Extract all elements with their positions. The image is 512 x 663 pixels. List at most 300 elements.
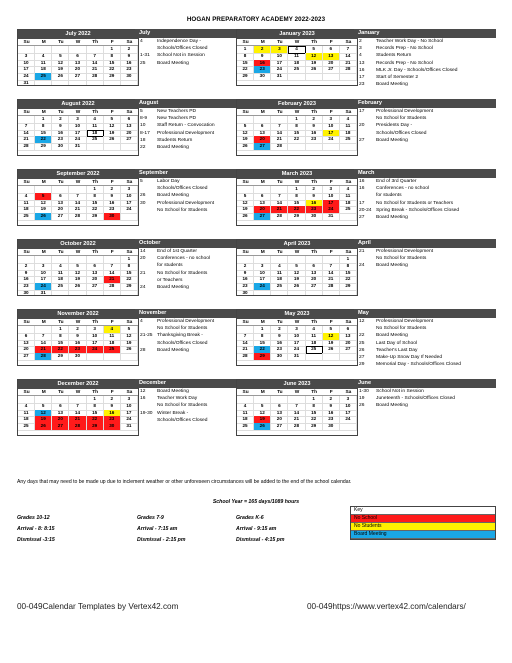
event-row: [356, 108, 496, 115]
day-cell: 14: [271, 200, 288, 208]
day-cell: 8: [237, 53, 254, 61]
event-date: [137, 417, 157, 424]
day-cell: 16: [18, 276, 35, 284]
day-cell: 2: [254, 46, 271, 54]
day-cell: 24: [121, 416, 138, 424]
day-cell: 22: [35, 136, 52, 144]
day-cell: 19: [237, 136, 254, 144]
day-cell: 29: [52, 353, 69, 361]
day-cell: 28: [69, 423, 86, 431]
day-cell: 25: [35, 73, 52, 81]
event-date: [356, 192, 376, 199]
event-text: Board Meeting: [376, 137, 408, 143]
day-cell: 28: [69, 213, 86, 221]
weekday-label: M: [260, 110, 265, 115]
week-row: [237, 270, 357, 277]
weekday-label: Th: [311, 110, 318, 115]
day-cell: 27: [52, 213, 69, 221]
event-date: 19: [359, 396, 365, 402]
day-cell: 10: [323, 193, 340, 201]
events-title: May: [354, 309, 496, 318]
day-cell: 8: [35, 123, 52, 131]
event-row: [356, 361, 496, 368]
weekday-label: M: [41, 250, 46, 255]
day-cell: 3: [121, 396, 138, 404]
event-text: Schools/Offices Closed: [157, 186, 208, 192]
day-cell: 21: [87, 66, 104, 74]
day-cell: [87, 143, 104, 151]
month-title: July 2022: [18, 30, 138, 39]
day-cell: 6: [306, 263, 323, 271]
day-cell: 14: [69, 410, 86, 418]
day-cell: 22: [288, 206, 305, 214]
day-cell: 9: [254, 53, 271, 61]
week-row: [237, 423, 357, 430]
event-text: No School for Students: [376, 326, 427, 332]
weekday-label: W: [75, 390, 81, 395]
day-cell: 13: [121, 123, 138, 131]
day-cell: 28: [271, 143, 288, 151]
weekday-header: [237, 389, 357, 396]
day-cell: 27: [87, 283, 104, 291]
event-row: [356, 395, 496, 402]
schedule-grades-7-9: [137, 513, 185, 546]
day-cell: 19: [35, 206, 52, 214]
day-cell: 5: [69, 263, 86, 271]
month-events: [356, 379, 496, 436]
event-row: [356, 52, 496, 59]
weekday-label: Tu: [277, 390, 283, 395]
day-cell: 29: [104, 73, 121, 81]
day-cell: 18: [340, 200, 357, 208]
day-cell: 30: [254, 73, 271, 81]
day-cell: 6: [323, 46, 340, 54]
weekday-label: M: [260, 390, 265, 395]
week-row: [18, 333, 138, 340]
month-calendar: [236, 29, 358, 86]
schedule-dismissal: Dismissal -3:15: [17, 537, 55, 543]
day-cell: 11: [340, 123, 357, 131]
day-cell: 20: [254, 206, 271, 214]
day-cell: 3: [87, 326, 104, 334]
day-cell: 13: [323, 53, 340, 61]
day-cell: 26: [288, 283, 305, 291]
event-row: [356, 67, 496, 74]
day-cell: 5: [288, 263, 305, 271]
day-cell: 31: [35, 290, 52, 296]
weekday-label: Sa: [126, 110, 133, 115]
event-text: Schools/Offices Closed: [157, 417, 208, 423]
week-row: [237, 136, 357, 143]
day-cell: [323, 290, 340, 296]
event-date: 16: [140, 396, 146, 402]
day-cell: 7: [104, 263, 121, 271]
week-row: [18, 73, 138, 80]
day-cell: 12: [69, 270, 86, 278]
makeup-note: Any days that may need to be made up due to inclement weather or other unforeseen circumstances will be added to the end of the school calendar.: [17, 479, 352, 485]
month-title: March 2023: [237, 170, 357, 179]
weekday-label: F: [329, 250, 333, 255]
weekday-label: W: [294, 180, 300, 185]
event-date: 5: [140, 109, 143, 114]
day-cell: [121, 143, 138, 151]
day-cell: 10: [87, 333, 104, 341]
events-title: March: [354, 169, 496, 178]
week-row: [237, 346, 357, 353]
day-cell: 4: [18, 403, 35, 411]
events-column-2: [356, 29, 496, 449]
day-cell: 21: [323, 276, 340, 284]
event-text: Board Meeting: [376, 215, 408, 221]
day-cell: 12: [288, 270, 305, 278]
weekday-label: Su: [242, 110, 249, 115]
event-row: [356, 81, 496, 88]
week-row: [18, 340, 138, 347]
day-cell: 16: [237, 276, 254, 284]
day-cell: 2: [237, 263, 254, 271]
weekday-label: Sa: [126, 320, 133, 325]
week-row: [237, 263, 357, 270]
day-cell: 7: [237, 333, 254, 341]
week-row: [237, 416, 357, 423]
event-date: 28: [140, 347, 146, 353]
month-calendar: [17, 99, 139, 156]
day-cell: [323, 353, 340, 361]
event-text: Professional Development: [157, 319, 215, 324]
day-cell: 9: [237, 270, 254, 278]
day-cell: [323, 143, 340, 151]
event-date: 21: [359, 249, 365, 254]
event-row: [356, 262, 496, 269]
weekday-label: Su: [242, 40, 249, 45]
day-cell: 25: [104, 346, 121, 354]
day-cell: 26: [52, 73, 69, 81]
month-calendar: [17, 309, 139, 366]
day-cell: 12: [52, 60, 69, 68]
day-cell: 15: [35, 130, 52, 138]
week-row: [237, 283, 357, 290]
day-cell: [340, 423, 357, 431]
event-text: Make-Up Snow Day If Needed: [376, 355, 443, 361]
day-cell: 5: [306, 46, 323, 54]
day-cell: 6: [52, 403, 69, 411]
week-row: [237, 116, 357, 123]
day-cell: 24: [35, 283, 52, 291]
day-cell: 6: [69, 53, 86, 61]
events-title: April: [354, 239, 496, 248]
day-cell: 17: [254, 276, 271, 284]
weekday-label: Th: [92, 110, 99, 115]
day-cell: 2: [104, 186, 121, 194]
day-cell: 14: [237, 340, 254, 348]
event-date: 23: [359, 82, 365, 88]
event-text: Records Prep - No School: [376, 60, 433, 66]
day-cell: 19: [306, 60, 323, 68]
day-cell: 26: [323, 346, 340, 354]
day-cell: 14: [271, 130, 288, 138]
event-text: Board Meeting: [157, 285, 189, 291]
week-row: [18, 60, 138, 67]
week-row: [237, 396, 357, 403]
event-date: [137, 262, 157, 269]
week-row: [18, 80, 138, 86]
day-cell: 15: [288, 130, 305, 138]
week-row: [18, 416, 138, 423]
day-cell: 30: [237, 290, 254, 296]
day-cell: 30: [323, 423, 340, 431]
day-cell: 14: [87, 60, 104, 68]
event-date: [137, 277, 157, 284]
day-cell: 16: [121, 60, 138, 68]
day-cell: 25: [271, 283, 288, 291]
day-cell: 23: [52, 136, 69, 144]
day-cell: 1: [237, 46, 254, 54]
day-cell: [121, 290, 138, 296]
event-date: 26: [359, 347, 365, 353]
week-row: [18, 206, 138, 213]
event-text: Board Meeting: [157, 145, 189, 151]
week-row: [18, 396, 138, 403]
event-row: [356, 207, 496, 214]
key-no-school: No School: [351, 515, 495, 523]
day-cell: 4: [52, 263, 69, 271]
day-cell: 13: [254, 200, 271, 208]
weekday-label: Sa: [345, 40, 352, 45]
weekday-label: Tu: [58, 180, 64, 185]
day-cell: 5: [237, 193, 254, 201]
event-text: Juneteenth - Schools/Offices Closed: [376, 396, 456, 402]
day-cell: [52, 80, 69, 86]
event-date: 26: [359, 403, 365, 409]
day-cell: 4: [340, 116, 357, 124]
day-cell: 1: [288, 116, 305, 124]
schedule-grades-k-6: [236, 513, 284, 546]
day-cell: 23: [121, 66, 138, 74]
event-date: 16: [359, 186, 365, 192]
event-date: [137, 340, 157, 347]
event-text: Students Return: [376, 53, 412, 59]
day-cell: [254, 290, 271, 296]
event-date: 2: [359, 39, 362, 44]
weekday-label: F: [110, 250, 114, 255]
event-text: Records Prep - No School: [376, 46, 433, 52]
day-cell: 15: [121, 270, 138, 278]
day-cell: 27: [271, 423, 288, 431]
day-cell: [340, 213, 357, 221]
day-cell: 10: [121, 403, 138, 411]
event-row: [356, 74, 496, 81]
event-date: 24: [359, 263, 365, 269]
events-title: September: [135, 169, 259, 178]
events-title: July: [135, 29, 259, 38]
day-cell: 21: [18, 136, 35, 144]
day-cell: 17: [69, 130, 86, 138]
event-text: Board Meeting: [157, 347, 189, 353]
week-row: [237, 200, 357, 207]
day-cell: 14: [323, 270, 340, 278]
day-cell: 11: [35, 60, 52, 68]
day-cell: 29: [87, 423, 104, 431]
day-cell: [340, 143, 357, 151]
event-text: No School for Students: [376, 116, 427, 122]
event-row: [356, 248, 496, 255]
day-cell: 7: [69, 403, 86, 411]
day-cell: 11: [306, 333, 323, 341]
event-row: [356, 340, 496, 347]
weekday-label: Sa: [345, 250, 352, 255]
event-row: [356, 354, 496, 361]
event-date: 22: [359, 333, 365, 339]
schedule-grades: Grades 7-9: [137, 515, 164, 521]
event-date: 1-31: [140, 53, 150, 59]
weekday-label: M: [260, 250, 265, 255]
day-cell: 20: [254, 136, 271, 144]
event-date: 29: [359, 362, 365, 368]
day-cell: 8: [87, 403, 104, 411]
day-cell: 4: [288, 46, 305, 54]
day-cell: 3: [254, 263, 271, 271]
weekday-label: Su: [23, 110, 30, 115]
day-cell: 31: [121, 423, 138, 431]
weekday-label: M: [260, 320, 265, 325]
day-cell: 14: [18, 130, 35, 138]
day-cell: 21: [237, 346, 254, 354]
event-text: School Not in Session: [157, 53, 205, 59]
event-date: 27: [359, 215, 365, 221]
day-cell: 25: [340, 206, 357, 214]
day-cell: 6: [271, 403, 288, 411]
day-cell: 1: [254, 326, 271, 334]
week-row: [18, 410, 138, 417]
day-cell: [306, 290, 323, 296]
day-cell: 1: [340, 256, 357, 264]
day-cell: 20: [52, 416, 69, 424]
day-cell: 14: [35, 340, 52, 348]
event-row: [356, 214, 496, 221]
day-cell: 6: [254, 193, 271, 201]
weekday-label: Th: [92, 390, 99, 395]
day-cell: 8: [52, 333, 69, 341]
week-row: [18, 123, 138, 130]
day-cell: 22: [237, 66, 254, 74]
day-cell: 17: [18, 66, 35, 74]
weekday-label: Th: [311, 40, 318, 45]
weekday-label: W: [75, 180, 81, 185]
weekday-label: F: [110, 320, 114, 325]
day-cell: 27: [18, 353, 35, 361]
day-cell: 21: [271, 136, 288, 144]
day-cell: 6: [121, 116, 138, 124]
day-cell: 3: [35, 263, 52, 271]
month-calendar: [17, 239, 139, 296]
weekday-label: Su: [242, 180, 249, 185]
month-title: June 2023: [237, 380, 357, 389]
month-title: December 2022: [18, 380, 138, 389]
weekday-label: W: [75, 110, 81, 115]
day-cell: [87, 290, 104, 296]
week-row: [237, 410, 357, 417]
day-cell: 15: [87, 410, 104, 418]
day-cell: 9: [271, 333, 288, 341]
event-text: End of 3rd Quarter: [376, 179, 417, 184]
day-cell: 18: [340, 130, 357, 138]
day-cell: 16: [271, 340, 288, 348]
event-text: Memorial Day - Schools/Offices Closed: [376, 362, 461, 368]
day-cell: 24: [254, 283, 271, 291]
day-cell: 27: [69, 73, 86, 81]
event-date: 27: [359, 137, 365, 143]
day-cell: 4: [306, 326, 323, 334]
weekday-label: M: [41, 180, 46, 185]
weekday-header: [237, 319, 357, 326]
day-cell: 25: [52, 283, 69, 291]
day-cell: 1: [35, 116, 52, 124]
day-cell: 1: [288, 186, 305, 194]
day-cell: 28: [288, 423, 305, 431]
day-cell: 27: [323, 66, 340, 74]
day-cell: 19: [288, 276, 305, 284]
day-cell: [104, 290, 121, 296]
day-cell: 4: [340, 186, 357, 194]
day-cell: 4: [237, 403, 254, 411]
event-text: Labor Day: [157, 179, 180, 184]
day-cell: 30: [271, 353, 288, 361]
day-cell: 17: [271, 60, 288, 68]
day-cell: 28: [18, 143, 35, 151]
day-cell: 5: [237, 123, 254, 131]
event-row: [356, 402, 496, 409]
day-cell: 13: [18, 340, 35, 348]
day-cell: 18: [271, 276, 288, 284]
week-row: [237, 46, 357, 53]
month-calendar: [17, 29, 139, 86]
event-row: [356, 388, 496, 395]
day-cell: 23: [104, 416, 121, 424]
key-title: Key: [351, 507, 495, 515]
day-cell: 13: [340, 333, 357, 341]
event-date: 17: [359, 75, 365, 81]
month-events: [356, 169, 496, 226]
day-cell: 28: [237, 353, 254, 361]
event-row: [356, 347, 496, 354]
day-cell: 29: [254, 353, 271, 361]
weekday-label: Tu: [58, 390, 64, 395]
day-cell: 7: [340, 46, 357, 54]
day-cell: 12: [35, 410, 52, 418]
day-cell: 7: [87, 53, 104, 61]
month-title: April 2023: [237, 240, 357, 249]
event-text: Board Meeting: [376, 263, 408, 269]
weekday-label: F: [110, 40, 114, 45]
weekday-label: F: [329, 320, 333, 325]
day-cell: 15: [87, 200, 104, 208]
weekday-label: F: [110, 110, 114, 115]
week-row: [237, 130, 357, 137]
event-date: 3: [359, 46, 362, 52]
events-title: February: [354, 99, 496, 108]
day-cell: 5: [104, 116, 121, 124]
day-cell: 19: [121, 340, 138, 348]
day-cell: 1: [87, 396, 104, 404]
day-cell: 30: [121, 73, 138, 81]
week-row: [237, 123, 357, 130]
schedule-dismissal: Dismissal - 4:15 pm: [236, 537, 285, 543]
event-date: [137, 185, 157, 192]
day-cell: 23: [306, 206, 323, 214]
day-cell: 20: [340, 340, 357, 348]
day-cell: [288, 73, 305, 81]
event-text: Staff Return - Convocation: [157, 123, 215, 129]
